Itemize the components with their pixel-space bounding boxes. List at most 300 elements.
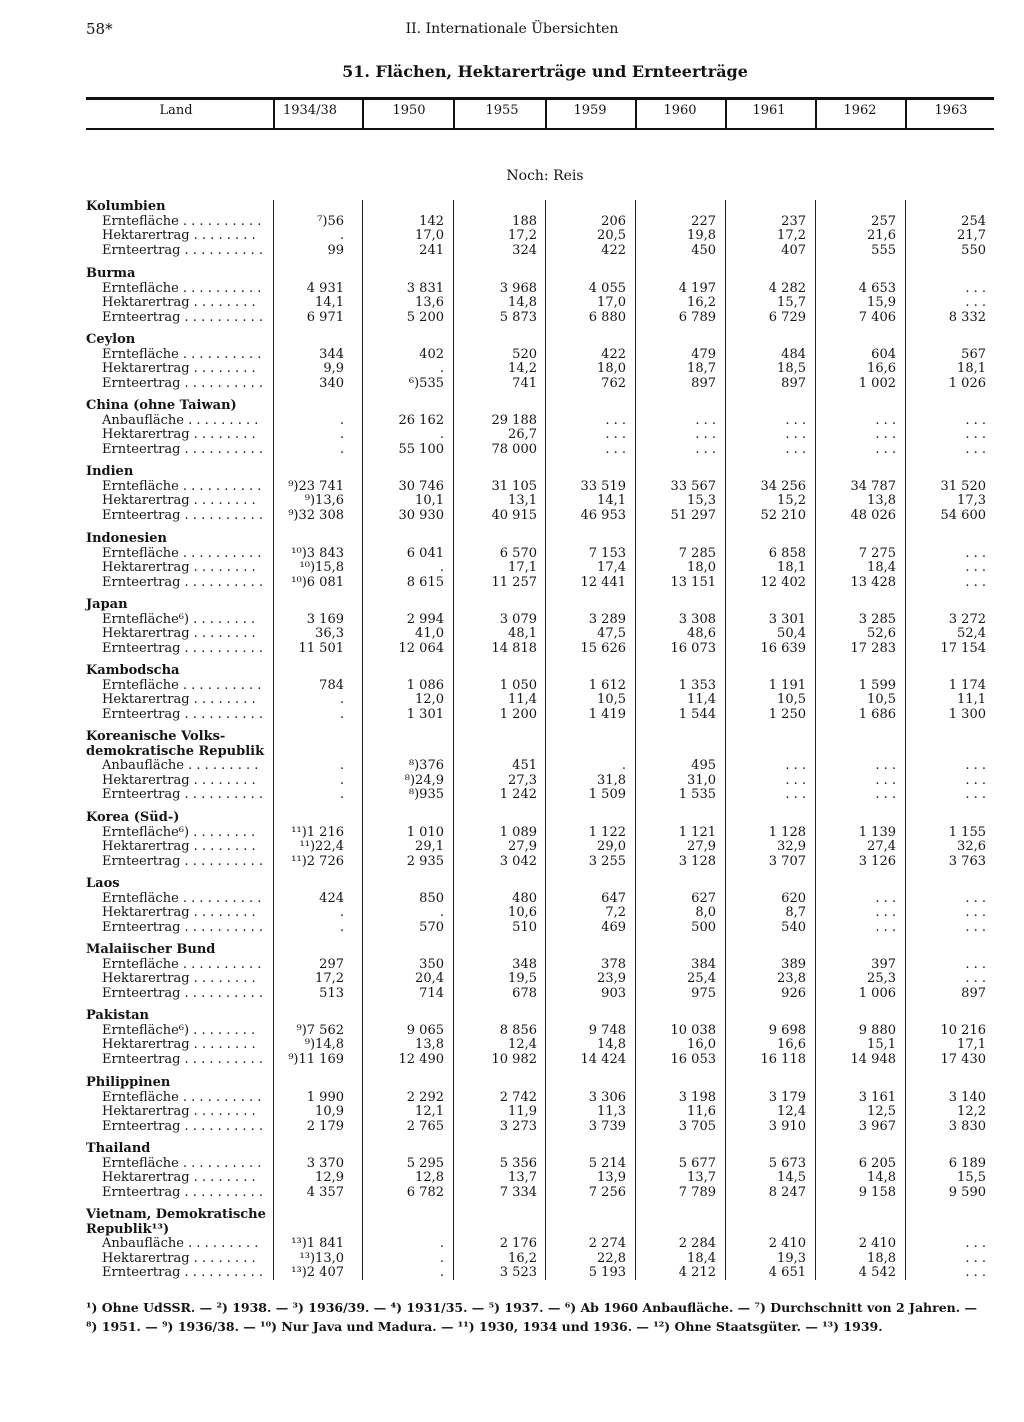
table-cell: 17,1	[957, 1037, 986, 1052]
metric-label: Erntefläche . . . . . . . . . .	[102, 280, 262, 296]
table-cell: 237	[781, 213, 806, 229]
table-cell: . . .	[875, 919, 896, 935]
table-cell: 2 410	[768, 1236, 806, 1251]
table-cell: 550	[961, 242, 986, 258]
table-cell: 8 615	[406, 574, 444, 590]
table-cell: 52 210	[760, 507, 806, 523]
table-cell: ¹⁰)3 843	[291, 545, 344, 561]
metric-label: Ernteertrag . . . . . . . . . .	[102, 1118, 264, 1134]
table-cell: 4 357	[306, 1184, 344, 1200]
table-cell: 8,7	[785, 905, 806, 920]
table-cell: 2 742	[499, 1089, 537, 1105]
table-cell: . . .	[695, 441, 716, 457]
table-cell: 17,2	[777, 228, 806, 243]
table-cell: 12,1	[415, 1104, 444, 1119]
table-cell: 4 212	[678, 1265, 716, 1280]
table-cell: 1 300	[948, 706, 986, 722]
table-cell: 14,5	[777, 1170, 806, 1185]
table-cell: 12,5	[867, 1104, 896, 1119]
table-cell: 484	[781, 346, 806, 362]
table-cell: 424	[319, 890, 344, 906]
table-cell: 16 073	[670, 640, 716, 656]
table-cell: . . .	[965, 919, 986, 935]
table-cell: 3 739	[588, 1118, 626, 1134]
metric-label: Hektarertrag . . . . . . . .	[102, 626, 256, 641]
table-cell: 16,2	[508, 1250, 537, 1266]
table-cell: . . .	[875, 905, 896, 920]
column-header-year: 1961	[752, 103, 786, 118]
metric-label: Ernteertrag . . . . . . . . . .	[102, 640, 264, 656]
table-cell: 1 086	[406, 677, 444, 693]
metric-label: Ernteertrag . . . . . . . . . .	[102, 1184, 264, 1200]
table-cell: . . .	[605, 427, 626, 442]
table-cell: 23,9	[597, 971, 626, 986]
table-cell: 31,8	[597, 772, 626, 788]
table-cell: ¹⁰)6 081	[291, 574, 344, 590]
table-cell: 7 256	[588, 1184, 626, 1200]
table-cell: . . .	[785, 441, 806, 457]
table-cell: 27,9	[508, 839, 537, 854]
table-cell: 13,8	[867, 493, 896, 508]
table-cell: 55 100	[398, 441, 444, 457]
table-cell: 11,1	[957, 692, 986, 707]
metric-label: Anbaufläche . . . . . . . . .	[102, 1236, 259, 1251]
table-cell: 10,5	[597, 692, 626, 707]
table-cell: 1 006	[858, 985, 896, 1001]
table-cell: 27,4	[867, 839, 896, 854]
table-cell: 52,4	[957, 626, 986, 641]
metric-label: Hektarertrag . . . . . . . .	[102, 427, 256, 442]
table-cell: 1 686	[858, 706, 896, 722]
metric-label: Hektarertrag . . . . . . . .	[102, 692, 256, 707]
table-cell: 3 301	[768, 611, 806, 627]
table-cell: 26 162	[398, 412, 444, 428]
header-column-separator	[815, 99, 817, 130]
table-cell: 647	[601, 890, 626, 906]
table-cell: 2 274	[588, 1236, 626, 1251]
table-cell: 479	[691, 346, 716, 362]
table-cell: 1 544	[678, 706, 716, 722]
table-cell: 3 910	[768, 1118, 806, 1134]
table-cell: 1 122	[588, 824, 626, 840]
table-cell: 18,1	[957, 361, 986, 376]
table-cell: 4 055	[588, 280, 626, 296]
table-cell: 3 370	[306, 1155, 344, 1171]
table-cell: ¹¹)1 216	[291, 824, 344, 840]
metric-label: Hektarertrag . . . . . . . .	[102, 839, 256, 854]
table-cell: 555	[871, 242, 896, 258]
table-cell: 50,4	[777, 626, 806, 641]
table-cell: . . .	[785, 427, 806, 442]
table-cell: 10,5	[867, 692, 896, 707]
footnote-line: ⁸) 1951. — ⁹) 1936/38. — ¹⁰) Nur Java und Madura. — ¹¹) 1930, 1934 und 1936. — ¹²) Ohne Staatsgüter. — ¹³) 1939.	[86, 1319, 883, 1334]
table-cell: 897	[961, 985, 986, 1001]
table-cell: 8 247	[768, 1184, 806, 1200]
table-cell: ⁸)376	[408, 758, 444, 773]
table-cell: 2 935	[406, 853, 444, 869]
table-cell: 17,3	[957, 493, 986, 508]
table-cell: 9 748	[588, 1022, 626, 1038]
table-cell: 52,6	[867, 626, 896, 641]
table-cell: 422	[601, 242, 626, 258]
metric-label: Ernteertrag . . . . . . . . . .	[102, 853, 264, 869]
table-cell: 48,6	[687, 626, 716, 641]
table-cell: 5 677	[678, 1155, 716, 1171]
table-cell: 3 306	[588, 1089, 626, 1105]
metric-label: Erntefläche . . . . . . . . . .	[102, 677, 262, 693]
table-cell: 14,8	[867, 1170, 896, 1185]
table-cell: 9 065	[406, 1022, 444, 1038]
table-cell: 567	[961, 346, 986, 362]
table-cell: 348	[512, 956, 537, 972]
table-cell: 14 818	[491, 640, 537, 656]
table-cell: 480	[512, 890, 537, 906]
table-cell: 17 430	[940, 1051, 986, 1067]
table-cell: 3 126	[858, 853, 896, 869]
metric-label: Erntefläche⁶) . . . . . . . .	[102, 1022, 256, 1038]
metric-label: Ernteertrag . . . . . . . . . .	[102, 919, 264, 935]
table-cell: 9,9	[323, 361, 344, 376]
table-cell: 6 041	[406, 545, 444, 561]
table-cell: 5 193	[588, 1265, 626, 1280]
table-cell: 5 295	[406, 1155, 444, 1171]
table-cell: 2 284	[678, 1236, 716, 1251]
table-cell: 1 990	[306, 1089, 344, 1105]
country-name: Indien	[86, 464, 134, 479]
column-header-year: 1963	[934, 103, 968, 118]
country-name: Malaiischer Bund	[86, 942, 216, 957]
table-cell: . . .	[965, 905, 986, 920]
table-cell: 13,7	[687, 1170, 716, 1185]
table-cell: . . .	[785, 412, 806, 428]
table-cell: . . .	[965, 295, 986, 310]
table-cell: 12 402	[760, 574, 806, 590]
table-cell: 34 787	[850, 478, 896, 494]
table-cell: 3 140	[948, 1089, 986, 1105]
column-header-year: 1934/38	[282, 103, 337, 118]
table-cell: 6 205	[858, 1155, 896, 1171]
country-name: Indonesien	[86, 531, 167, 546]
country-name: Kolumbien	[86, 199, 166, 214]
table-cell: 15,5	[957, 1170, 986, 1185]
table-cell: 3 968	[499, 280, 537, 296]
table-cell: .	[339, 919, 344, 935]
table-cell: 5 873	[499, 309, 537, 325]
metric-label: Anbaufläche . . . . . . . . .	[102, 758, 259, 773]
metric-label: Ernteertrag . . . . . . . . . .	[102, 242, 264, 258]
table-cell: . . .	[875, 758, 896, 773]
table-cell: .	[439, 1250, 444, 1266]
table-cell: . . .	[965, 1265, 986, 1280]
table-cell: 13,1	[508, 493, 537, 508]
country-name: Korea (Süd-)	[86, 810, 180, 825]
table-cell: . . .	[965, 1236, 986, 1251]
table-cell: . . .	[875, 890, 896, 906]
table-cell: 7 789	[678, 1184, 716, 1200]
table-title: 51. Flächen, Hektarerträge und Ernteerträge	[342, 62, 748, 81]
table-cell: 340	[319, 375, 344, 391]
table-cell: 1 200	[499, 706, 537, 722]
table-cell: 3 285	[858, 611, 896, 627]
table-cell: 1 089	[499, 824, 537, 840]
table-cell: 16,0	[687, 1037, 716, 1052]
table-cell: ⁸)935	[408, 787, 444, 802]
table-cell: ⁷)56	[317, 213, 344, 229]
metric-label: Ernteertrag . . . . . . . . . .	[102, 1051, 264, 1067]
table-cell: 2 179	[306, 1118, 344, 1134]
table-cell: ¹¹)22,4	[299, 839, 344, 854]
table-cell: 15 626	[580, 640, 626, 656]
table-cell: 451	[512, 758, 537, 773]
table-cell: . . .	[785, 758, 806, 773]
table-cell: 18,1	[777, 560, 806, 575]
table-cell: 627	[691, 890, 716, 906]
table-cell: 12,4	[508, 1037, 537, 1052]
table-cell: 22,8	[597, 1250, 626, 1266]
table-cell: 3 198	[678, 1089, 716, 1105]
table-cell: 1 242	[499, 787, 537, 802]
metric-label: Erntefläche . . . . . . . . . .	[102, 478, 262, 494]
table-cell: 1 509	[588, 787, 626, 802]
table-cell: 21,7	[957, 228, 986, 243]
table-cell: 678	[512, 985, 537, 1001]
table-cell: .	[339, 441, 344, 457]
table-cell: 11 257	[491, 574, 537, 590]
table-cell: 7 153	[588, 545, 626, 561]
table-cell: .	[621, 758, 626, 773]
table-cell: 10,9	[315, 1104, 344, 1119]
table-cell: 32,6	[957, 839, 986, 854]
table-cell: ⁹)7 562	[296, 1022, 344, 1038]
table-cell: 14,2	[508, 361, 537, 376]
table-cell: 1 174	[948, 677, 986, 693]
table-cell: ⁹)13,6	[304, 493, 344, 508]
table-cell: 3 830	[948, 1118, 986, 1134]
country-name: demokratische Republik	[86, 743, 265, 759]
table-cell: 3 289	[588, 611, 626, 627]
metric-label: Hektarertrag . . . . . . . .	[102, 1250, 256, 1266]
table-cell: 31,0	[687, 772, 716, 788]
metric-label: Ernteertrag . . . . . . . . . .	[102, 1265, 264, 1280]
table-cell: 402	[419, 346, 444, 362]
table-cell: . . .	[965, 1250, 986, 1266]
table-cell: 30 746	[398, 478, 444, 494]
table-cell: 14 424	[580, 1051, 626, 1067]
table-cell: 31 105	[491, 478, 537, 494]
table-cell: 7 334	[499, 1184, 537, 1200]
table-cell: . . .	[785, 772, 806, 788]
table-cell: 15,2	[777, 493, 806, 508]
table-cell: 1 419	[588, 706, 626, 722]
table-cell: 12,2	[957, 1104, 986, 1119]
table-cell: 21,6	[867, 228, 896, 243]
metric-label: Hektarertrag . . . . . . . .	[102, 905, 256, 920]
table-cell: 4 931	[306, 280, 344, 296]
page-number: 58*	[86, 20, 113, 38]
table-cell: 3 179	[768, 1089, 806, 1105]
table-cell: 4 282	[768, 280, 806, 296]
table-cell: 6 858	[768, 545, 806, 561]
table-cell: ¹³)1 841	[291, 1236, 344, 1251]
table-cell: 12,4	[777, 1104, 806, 1119]
table-cell: 7,2	[605, 905, 626, 920]
column-header-year: 1950	[392, 103, 426, 118]
table-cell: 495	[691, 758, 716, 773]
metric-label: Hektarertrag . . . . . . . .	[102, 295, 256, 310]
metric-label: Erntefläche⁶) . . . . . . . .	[102, 824, 256, 840]
table-cell: 11,3	[597, 1104, 626, 1119]
table-cell: 15,1	[867, 1037, 896, 1052]
table-cell: .	[439, 361, 444, 376]
table-cell: 926	[781, 985, 806, 1001]
table-cell: 6 880	[588, 309, 626, 325]
metric-label: Hektarertrag . . . . . . . .	[102, 493, 256, 508]
table-cell: . . .	[875, 427, 896, 442]
table-cell: 3 763	[948, 853, 986, 869]
table-cell: .	[439, 1236, 444, 1251]
table-cell: 99	[327, 242, 344, 258]
table-cell: 344	[319, 346, 344, 362]
metric-label: Ernteertrag . . . . . . . . . .	[102, 507, 264, 523]
table-cell: 12 441	[580, 574, 626, 590]
header-column-separator	[362, 99, 364, 130]
country-name: Republik¹³)	[86, 1221, 170, 1237]
metric-label: Hektarertrag . . . . . . . .	[102, 971, 256, 986]
table-cell: 975	[691, 985, 716, 1001]
table-cell: 324	[512, 242, 537, 258]
country-name: Japan	[86, 597, 128, 612]
table-cell: 46 953	[580, 507, 626, 523]
table-cell: .	[439, 427, 444, 442]
table-cell: ⁹)32 308	[288, 507, 344, 523]
table-cell: 3 272	[948, 611, 986, 627]
table-cell: ⁹)23 741	[288, 478, 344, 494]
table-cell: 500	[691, 919, 716, 935]
table-cell: 30 930	[398, 507, 444, 523]
table-cell: 16,6	[867, 361, 896, 376]
table-cell: 8 856	[499, 1022, 537, 1038]
table-cell: 10,5	[777, 692, 806, 707]
table-cell: . . .	[605, 412, 626, 428]
table-cell: .	[439, 1265, 444, 1280]
table-cell: 16,6	[777, 1037, 806, 1052]
table-cell: 2 176	[499, 1236, 537, 1251]
table-cell: 570	[419, 919, 444, 935]
country-name: China (ohne Taiwan)	[86, 398, 237, 413]
table-cell: 15,3	[687, 493, 716, 508]
table-cell: . . .	[965, 280, 986, 296]
table-cell: 9 698	[768, 1022, 806, 1038]
table-cell: 13,9	[597, 1170, 626, 1185]
table-cell: 510	[512, 919, 537, 935]
table-cell: 10,6	[508, 905, 537, 920]
table-cell: 18,5	[777, 361, 806, 376]
table-cell: 14,8	[597, 1037, 626, 1052]
table-cell: . . .	[965, 758, 986, 773]
table-cell: 33 567	[670, 478, 716, 494]
table-cell: 29 188	[491, 412, 537, 428]
metric-label: Hektarertrag . . . . . . . .	[102, 772, 256, 788]
table-cell: 13 151	[670, 574, 716, 590]
table-cell: 7 406	[858, 309, 896, 325]
table-cell: 12,9	[315, 1170, 344, 1185]
table-cell: 8,0	[695, 905, 716, 920]
table-cell: . . .	[965, 574, 986, 590]
section-heading: II. Internationale Übersichten	[405, 21, 619, 37]
table-cell: 5 356	[499, 1155, 537, 1171]
table-cell: 20,5	[597, 228, 626, 243]
table-subheading: Noch: Reis	[506, 168, 584, 184]
header-column-separator	[905, 99, 907, 130]
table-cell: 8 332	[948, 309, 986, 325]
table-cell: . . .	[875, 441, 896, 457]
metric-label: Ernteertrag . . . . . . . . . .	[102, 787, 264, 802]
table-cell: 16 053	[670, 1051, 716, 1067]
table-cell: .	[339, 228, 344, 243]
table-cell: 1 612	[588, 677, 626, 693]
table-cell: 1 250	[768, 706, 806, 722]
table-cell: 11,6	[687, 1104, 716, 1119]
table-cell: 5 673	[768, 1155, 806, 1171]
table-cell: 54 600	[940, 507, 986, 523]
table-cell: 620	[781, 890, 806, 906]
table-cell: 5 214	[588, 1155, 626, 1171]
table-cell: ¹³)13,0	[299, 1250, 344, 1266]
table-cell: 784	[319, 677, 344, 693]
table-cell: 18,0	[597, 361, 626, 376]
table-cell: 188	[512, 213, 537, 229]
table-cell: 13,7	[508, 1170, 537, 1185]
table-cell: 10 982	[491, 1051, 537, 1067]
table-cell: 714	[419, 985, 444, 1001]
table-cell: .	[439, 905, 444, 920]
table-cell: 16 639	[760, 640, 806, 656]
table-cell: .	[339, 427, 344, 442]
header-column-separator	[273, 99, 275, 130]
table-cell: ¹¹)2 726	[291, 853, 344, 869]
table-cell: 1 535	[678, 787, 716, 802]
table-cell: 36,3	[315, 626, 344, 641]
metric-label: Ernteertrag . . . . . . . . . .	[102, 706, 264, 722]
table-cell: 6 782	[406, 1184, 444, 1200]
table-cell: 29,1	[415, 839, 444, 854]
country-name: Philippinen	[86, 1075, 171, 1090]
table-cell: . . .	[695, 427, 716, 442]
table-cell: .	[339, 692, 344, 707]
table-cell: 19,5	[508, 971, 537, 986]
table-cell: 17,4	[597, 560, 626, 575]
table-cell: 3 273	[499, 1118, 537, 1134]
table-cell: 17,1	[508, 560, 537, 575]
table-cell: 254	[961, 213, 986, 229]
column-header-year: 1955	[485, 103, 519, 118]
table-header-rule	[86, 128, 994, 130]
metric-label: Ernteertrag . . . . . . . . . .	[102, 574, 264, 590]
table-cell: 1 010	[406, 824, 444, 840]
table-cell: 33 519	[580, 478, 626, 494]
header-column-separator	[635, 99, 637, 130]
country-name: Laos	[86, 876, 120, 891]
table-cell: 4 651	[768, 1265, 806, 1280]
column-header-year: 1962	[843, 103, 877, 118]
table-cell: 241	[419, 242, 444, 258]
table-cell: 13 428	[850, 574, 896, 590]
table-cell: 34 256	[760, 478, 806, 494]
table-cell: . . .	[965, 441, 986, 457]
table-cell: 6 189	[948, 1155, 986, 1171]
table-cell: 3 707	[768, 853, 806, 869]
table-cell: 4 542	[858, 1265, 896, 1280]
